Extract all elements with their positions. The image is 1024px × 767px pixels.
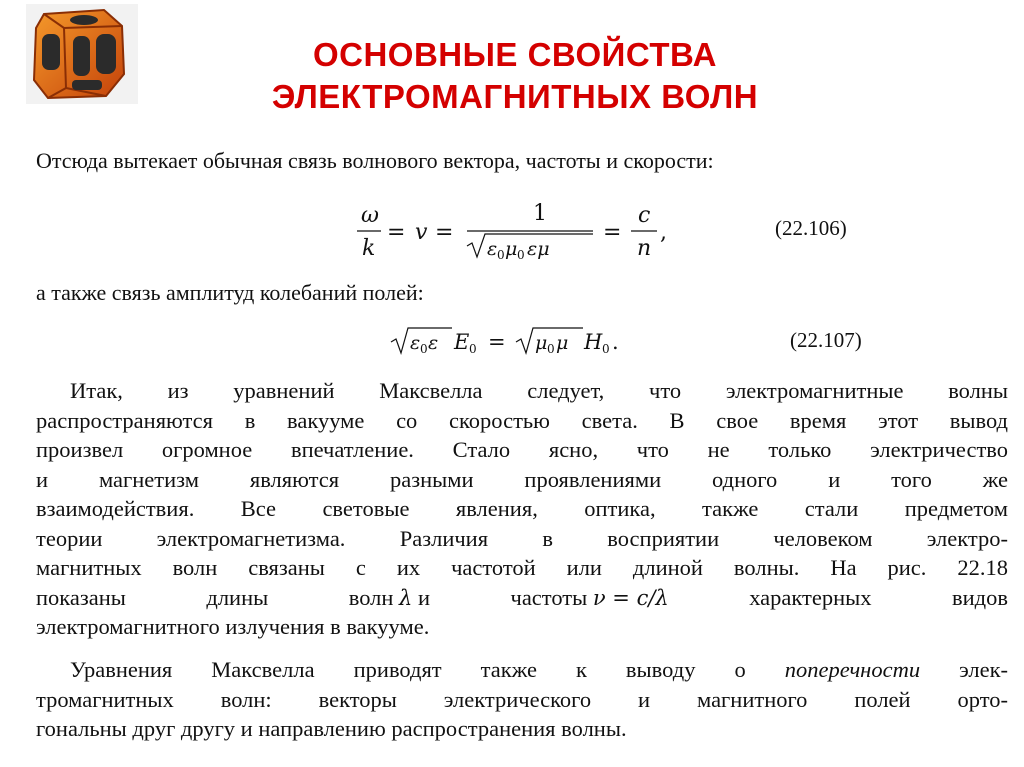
svg-text:=: = bbox=[435, 220, 454, 245]
svg-text:μ: μ bbox=[535, 332, 548, 354]
svg-text:μ: μ bbox=[505, 238, 518, 260]
paragraph-maxwell-conclusion bbox=[36, 376, 1008, 642]
intro-text: Отсюда вытекает обычная связь волнового вектора, частоты и скорости: bbox=[36, 148, 714, 173]
svg-text:ε: ε bbox=[428, 332, 439, 354]
page-title-line2: ЭЛЕКТРОМАГНИТНЫХ ВОЛН bbox=[271, 78, 759, 115]
svg-text:,: , bbox=[660, 220, 667, 245]
frequency-formula: ν = c/λ bbox=[592, 585, 669, 610]
svg-text:μ: μ bbox=[556, 332, 569, 354]
word: показаны bbox=[36, 584, 126, 610]
svg-text:H: H bbox=[584, 330, 603, 354]
paragraph-line: магнитных волн связаны с их частотой или длиной волны. На рис. 22.18 bbox=[36, 555, 1008, 580]
svg-text:0: 0 bbox=[420, 342, 428, 356]
equation-number-1: (22.106) bbox=[775, 216, 847, 240]
word-with-lambda: волн λ и bbox=[348, 584, 431, 610]
paragraph-transversality bbox=[36, 655, 1008, 744]
paragraph-line: Уравнения Максвелла приводят также к выводу о поперечности элек- bbox=[70, 657, 1009, 682]
logo-icon bbox=[26, 4, 138, 104]
svg-text:=: = bbox=[387, 220, 406, 245]
paragraph-line: гональны друг другу и направлению распространения волны. bbox=[36, 716, 627, 741]
svg-text:0: 0 bbox=[547, 342, 555, 356]
word-with-formula: частоты ν = c/λ bbox=[510, 584, 669, 610]
paragraph-line: теории электромагнетизма. Различия в восприятии человеком электро- bbox=[36, 525, 1008, 551]
amplitude-relation-text: а также связь амплитуд колебаний полей: bbox=[36, 280, 424, 305]
paragraph-line: взаимодействия. Все световые явления, оптика, также стали предметом bbox=[36, 496, 1008, 521]
svg-text:=: = bbox=[603, 220, 622, 245]
paragraph-line: и магнетизм являются разными проявлениями одного и того же bbox=[36, 466, 1008, 492]
lambda-symbol: λ bbox=[399, 585, 413, 610]
paragraph-line: электромагнитного излучения в вакууме. bbox=[36, 614, 430, 639]
word: видов bbox=[951, 584, 1008, 610]
paragraph-line: распространяются в вакууме со скоростью света. В свое время этот вывод bbox=[36, 407, 1008, 433]
svg-text:0: 0 bbox=[497, 248, 505, 262]
equation-22-106 bbox=[355, 200, 685, 264]
emphasis-transversality: поперечности bbox=[784, 657, 921, 682]
svg-text:v: v bbox=[415, 220, 428, 245]
svg-text:ε: ε bbox=[410, 332, 421, 354]
svg-text:.: . bbox=[612, 330, 619, 354]
svg-text:n: n bbox=[637, 236, 652, 261]
paragraph-line: тромагнитных волн: векторы электрического и магнитного полей орто- bbox=[36, 686, 1008, 712]
svg-text:0: 0 bbox=[602, 342, 610, 356]
svg-text:ω: ω bbox=[361, 203, 379, 228]
page-title-line1: ОСНОВНЫЕ СВОЙСТВА bbox=[312, 36, 718, 73]
word: характерных bbox=[749, 584, 872, 610]
paragraph-line: произвел огромное впечатление. Стало ясно, что не только электричество bbox=[36, 437, 1008, 462]
svg-text:ε: ε bbox=[487, 238, 498, 260]
svg-text:0: 0 bbox=[517, 248, 525, 262]
equation-number-2: (22.107) bbox=[790, 328, 862, 352]
svg-text:=: = bbox=[488, 330, 506, 354]
paragraph-line: Итак, из уравнений Максвелла следует, что электромагнитные волны bbox=[70, 378, 1008, 403]
svg-text:1: 1 bbox=[533, 201, 547, 226]
svg-text:c: c bbox=[638, 203, 651, 228]
paragraph-line-with-formula bbox=[36, 583, 1008, 613]
svg-text:E: E bbox=[454, 330, 470, 354]
equation-22-107 bbox=[390, 318, 650, 360]
svg-text:εμ: εμ bbox=[527, 238, 550, 260]
svg-text:k: k bbox=[362, 236, 376, 261]
word: длины bbox=[206, 584, 269, 610]
svg-text:0: 0 bbox=[469, 342, 477, 356]
